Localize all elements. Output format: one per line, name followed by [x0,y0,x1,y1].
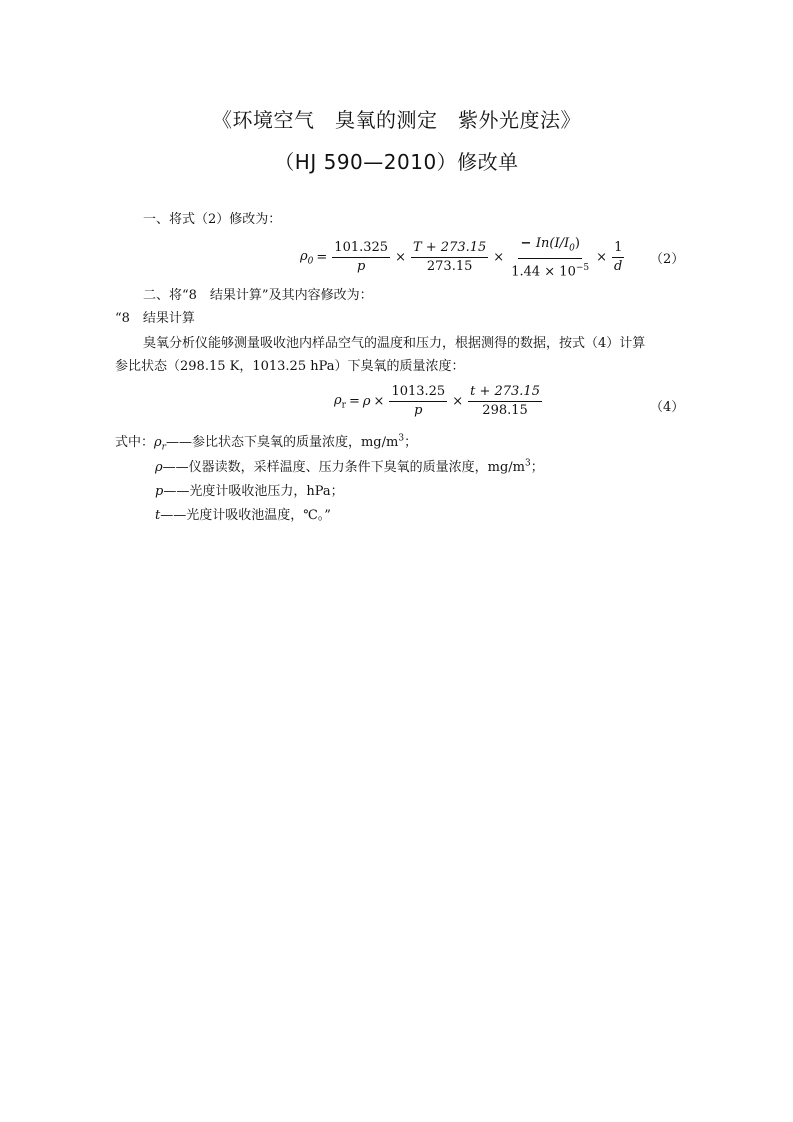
formula-4-rho-r: $\rho_r$ [334,392,346,411]
document-subtitle: （HJ 590—2010）修改单 [274,150,519,174]
formula-2-fraction-path: $\frac{1}{d}$ [614,240,623,275]
definition-p: p——光度计吸收池压力，hPa； [155,484,344,499]
document-title: 《环境空气 臭氧的测定 紫外光度法》 [212,108,581,132]
definition-rho: ρ——仪器读数，采样温度、压力条件下臭氧的质量浓度，$mg/m^3$； [155,458,544,475]
formula-4-fraction-temperature: $\frac{t + 273.15}{298.15}$ [470,384,540,418]
item-2-text: 二、将“8 结果计算”及其内容修改为： [143,288,373,303]
formula-4: $\rho_r$ = ρ × $\frac{1013.25}{p}$ × $\frac{t + 273.15}{298.15}$ [334,384,540,418]
formula-2-fraction-absorbance: $\frac{- In(I/I_0)}{1.44 \times 10^{-5}}$ [511,236,590,279]
formula-2-number: （2） [650,252,685,267]
item-1-text: 一、将式（2）修改为： [143,212,282,227]
paragraph-line-1: 臭氧分析仪能够测量吸收池内样品空气的温度和压力，根据测得的数据，按式（4）计算 [143,336,646,351]
formula-2-fraction-pressure: $\frac{101.325}{p}$ [334,240,389,275]
formula-4-fraction-pressure: $\frac{1013.25}{p}$ [391,384,446,418]
formula-2-fraction-temperature: $\frac{T + 273.15}{273.15}$ [412,240,487,275]
definition-rho-r: 式中：$\rho_r——$参比状态下臭氧的质量浓度，$mg/m^3$； [115,433,418,453]
section-heading: “8 结果计算 [115,311,195,326]
definition-t: t——光度计吸收池温度，℃。” [155,508,331,523]
formula-4-number: （4） [650,400,685,415]
formula-2: $\rho_0$ = $\frac{101.325}{p}$ × $\frac{T + 273.15}{273.15}$ × $\frac{- In(I/I_0)}{1.44 \times 10^{-5}}$ × $\frac{1}{d}$ [300,236,623,279]
paragraph-line-2: 参比状态（298.15 K，1013.25 hPa）下臭氧的质量浓度： [115,359,465,374]
formula-2-rho0: $\rho_0$ [300,249,314,267]
